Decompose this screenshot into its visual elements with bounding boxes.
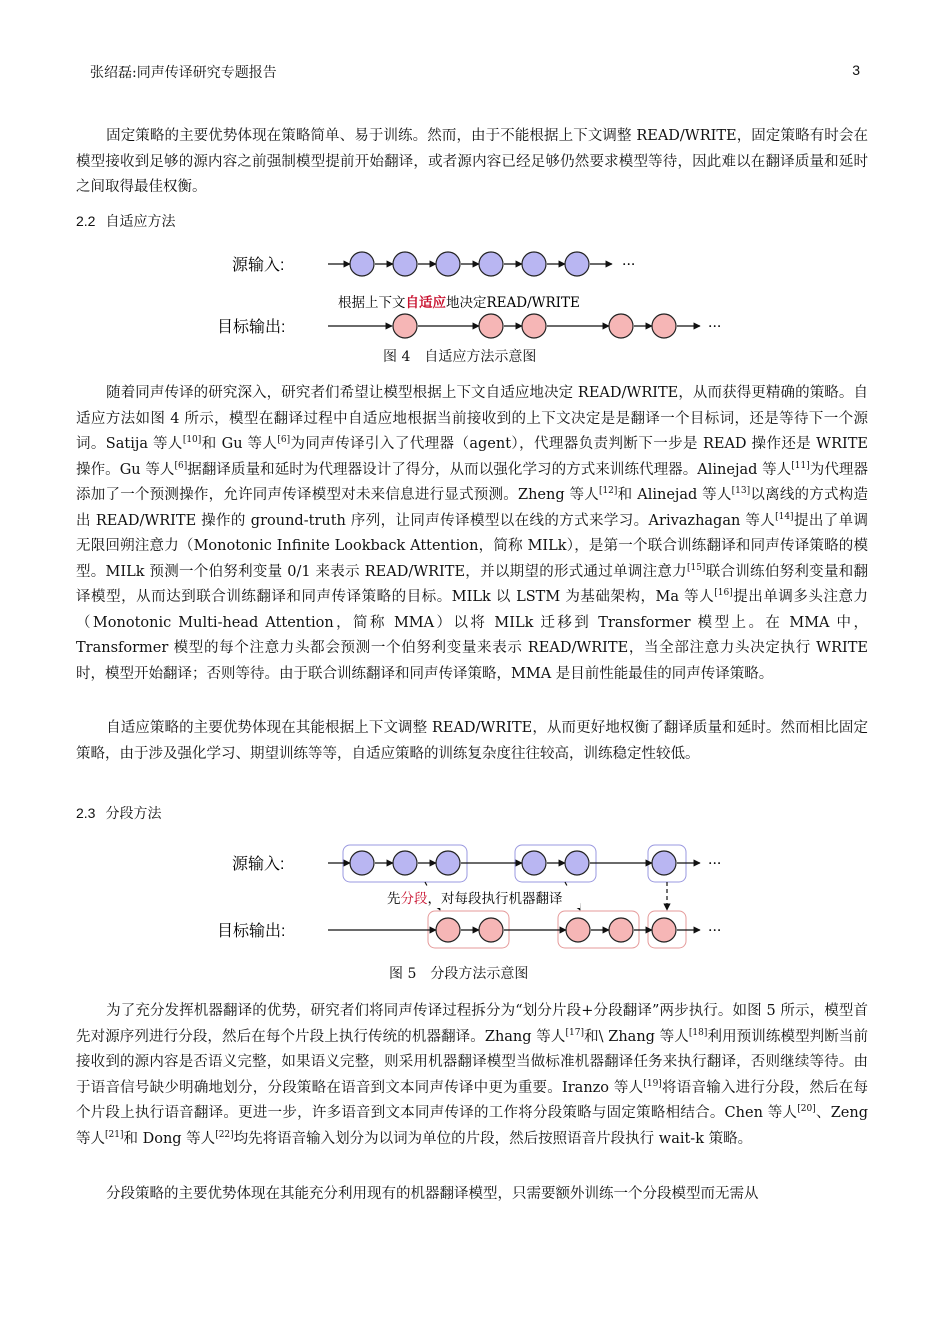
fig5-source-node (565, 851, 589, 875)
fig5-target-node (566, 918, 590, 942)
fig5-source-node (436, 851, 460, 875)
fig5-target-node (652, 918, 676, 942)
fig5-source-node (350, 851, 374, 875)
paragraph-segmentation-methods: 为了充分发挥机器翻译的优势，研究者们将同声传译过程拆分为“划分片段+分段翻译”两步执行。如图 5 所示，模型首先对源序列进行分段，然后在每个片段上执行传统的机器翻译。Zhang 等人[17]和\ Zhang 等人[18]利用预训练模型判断当前接收到的源内容是否语义完整，如果语义完整，则采用机器翻译模型当做标准机器翻译任务来执行翻译，否则继续等待。由于语音信号缺少明确地划分，分段策略在语音到文本同声传译中更为重要。Iranzo 等人[19]将语音输入进行分段，然后在每个片段上执行语音翻译。更进一步，许多语音到文本同声传译的工作将分段策略与固定策略相结合。Chen 等人[20]、Zeng 等人[21]和 Dong 等人[22]均先将语音输入划分为以词为单位的片段，然后按照语音片段执行 wait-k 策略。 (76, 1003, 869, 1147)
section-heading-2-3: 2.3 分段方法 (76, 805, 162, 821)
fig5-source-node (652, 851, 676, 875)
fig5-source-ellipsis: ··· (708, 856, 722, 872)
paragraph-adaptive-summary: 自适应策略的主要优势体现在其能根据上下文调整 READ/WRITE，从而更好地权衡了翻译质量和延时。然而相比固定策略，由于涉及强化学习、期望训练等等，自适应策略的训练复杂度往往较高，训练稳定性较低。 (76, 720, 868, 762)
fig4-target-ellipsis: ··· (708, 319, 722, 335)
fig5-target-node (436, 918, 460, 942)
paragraph-segmentation-summary: 分段策略的主要优势体现在其能充分利用现有的机器翻译模型，只需要额外训练一个分段模型而无需从 (106, 1186, 759, 1202)
figure-5-caption: 图 5 分段方法示意图 (389, 966, 529, 982)
paragraph-adaptive-methods: 随着同声传译的研究深入，研究者们希望让模型根据上下文自适应地决定 READ/WRITE，从而获得更精确的策略。自适应方法如图 4 所示，模型在翻译过程中自适应地根据当前接收到的上下文决定是是翻译一个目标词，还是等待下一个源词。Satija 等人[10]和 Gu 等人[6]为同声传译引入了代理器（agent），代理器负责判断下一步是 READ 操作还是 WRITE 操作。Gu 等人[6]据翻译质量和延时为代理器设计了得分，从而以强化学习的方式来训练代理器。Alinejad 等人[11]为代理器添加了一个预测操作，允许同声传译模型对未来信息进行显式预测。Zheng 等人[12]和 Alinejad 等人[13]以离线的方式构造出 READ/WRITE 操作的 ground-truth 序列，让同声传译模型以在线的方式来学习。Arivazhagan 等人[14]提出了单调无限回朔注意力（Monotonic Infinite Lookback Attention，简称 MILk），是第一个联合训练翻译和同声传译策略的模型。MILk 预测一个伯努利变量 0/1 来表示 READ/WRITE，并以期望的形式通过单调注意力[15]联合训练伯努利变量和翻译模型，从而达到联合训练翻译和同声传译策略的目标。MILk 以 LSTM 为基础架构，Ma 等人[16]提出单调多头注意力（Monotonic Multi-head Attention，简称 MMA）以将 MILk 迁移到 Transformer 模型上。在 MMA 中，Transformer 模型的每个注意力头都会预测一个伯努利变量来表示 READ/WRITE，当全部注意力头决定执行 WRITE 时，模型开始翻译；否则等待。由于联合训练翻译和同声传译策略，MMA 是目前性能最佳的同声传译策略。 (76, 385, 869, 682)
section-heading-2-2: 2.2 自适应方法 (76, 213, 176, 229)
fig5-target-label: 目标输出: (217, 923, 286, 940)
fig4-target-label: 目标输出: (217, 319, 286, 336)
figure-4-caption: 图 4 自适应方法示意图 (383, 349, 537, 365)
fig4-annotation: 根据上下文自适应地决定READ/WRITE (338, 295, 580, 311)
fig5-target-ellipsis: ··· (708, 923, 722, 939)
fig5-source-node (522, 851, 546, 875)
paragraph-fixed-policy-summary: 固定策略的主要优势体现在策略简单、易于训练。然而，由于不能根据上下文调整 READ/WRITE，固定策略有时会在模型接收到足够的源内容之前强制模型提前开始翻译，或者源内容已经足够仍然要求模型等待，因此难以在翻译质量和延时之间取得最佳权衡。 (76, 128, 868, 195)
fig5-source-label: 源输入: (232, 856, 285, 873)
fig5-annotation: 先分段，对每段执行机器翻译 (387, 891, 563, 906)
fig5-target-node (609, 918, 633, 942)
page-number: 3 (852, 62, 860, 78)
fig5-target-node (479, 918, 503, 942)
fig4-source-ellipsis: ··· (622, 257, 636, 273)
fig4-source-label: 源输入: (232, 257, 285, 274)
running-title: 张绍磊:同声传译研究专题报告 (90, 65, 277, 81)
fig5-source-node (393, 851, 417, 875)
